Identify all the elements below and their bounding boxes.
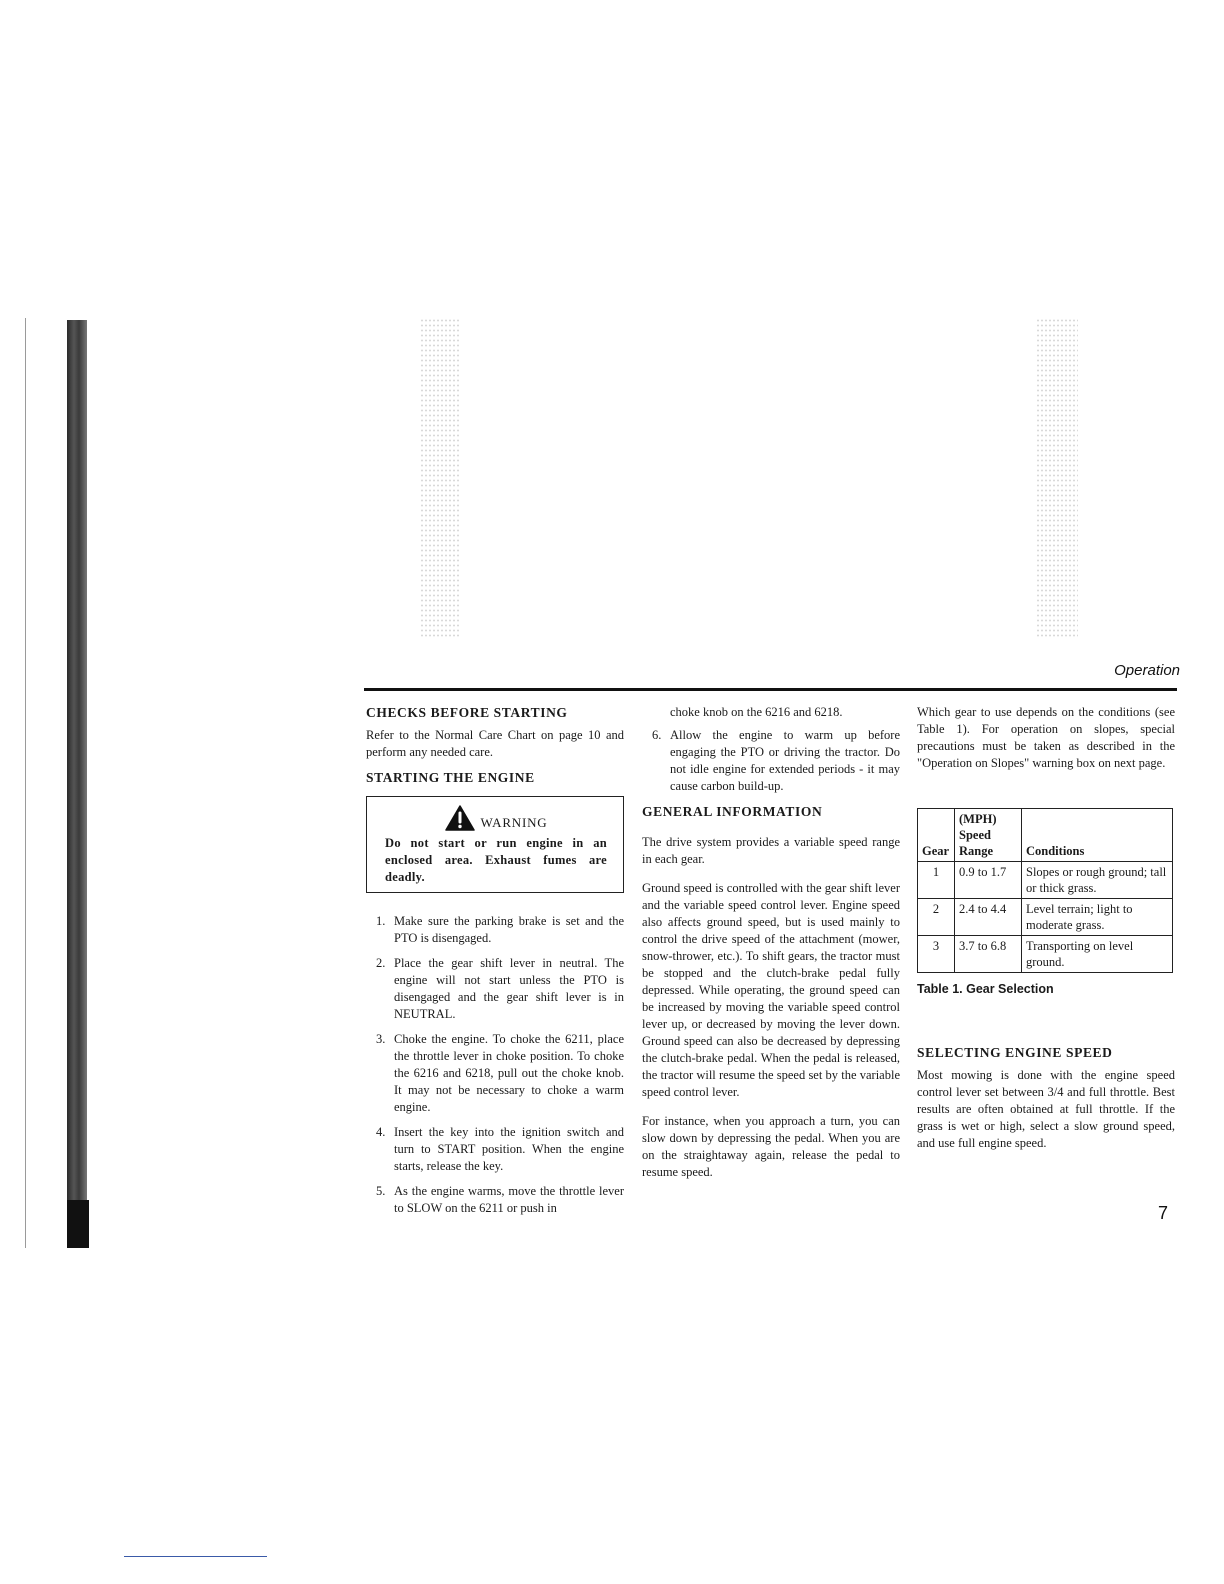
- starting-steps-continued: [642, 727, 900, 795]
- list-item: 5. As the engine warms, move the throttle lever to SLOW on the 6211 or push in: [376, 1184, 624, 1215]
- list-item: 2. Place the gear shift lever in neutral. The engine will not start unless the PTO is disengaged and the gear shift lever is in NEUTRAL.: [376, 956, 624, 1021]
- header-conditions: Conditions: [1022, 809, 1173, 862]
- warning-box: [366, 796, 624, 893]
- scan-speckle-left: [420, 318, 460, 638]
- page-number: 7: [1158, 1203, 1169, 1223]
- list-item: 6. Allow the engine to warm up before engaging the PTO or driving the tractor. Do not idle engine for extended periods - it may cause carbon build-up.: [652, 728, 900, 793]
- table-row: 1 0.9 to 1.7 Slopes or rough ground; tall or thick grass.: [918, 862, 1173, 899]
- gear-intro-text: Which gear to use depends on the conditions (see Table 1). For operation on slopes, special precautions must be taken as described in the "Operation on Slopes" warning box on next page.: [917, 705, 1175, 770]
- gear-selection-table: [917, 808, 1173, 973]
- starting-steps: [366, 913, 624, 1217]
- table-header-row: [918, 809, 1173, 862]
- warning-triangle-icon: [445, 805, 475, 831]
- binding-edge-line: [25, 318, 26, 1248]
- section-header: Operation: [1114, 662, 1180, 679]
- column-1: [366, 704, 624, 1225]
- table-row: 2 2.4 to 4.4 Level terrain; light to moderate grass.: [918, 899, 1173, 936]
- warning-label: WARNING: [480, 814, 548, 830]
- selecting-heading: SELECTING ENGINE SPEED: [917, 1045, 1113, 1060]
- list-item: 3. Choke the engine. To choke the 6211, place the throttle lever in choke position. To choke the 6216 and 6218, pull out the choke knob. It may not be necessary to choke a warm engine.: [376, 1032, 624, 1114]
- selecting-text: Most mowing is done with the engine speed control lever set between 3/4 and full throttle. Best results are often obtained at full throttle. If the grass is wet or high, select a slow ground speed, and use full engine speed.: [917, 1068, 1175, 1150]
- header-rule: [364, 688, 1177, 691]
- list-item: 1. Make sure the parking brake is set and the PTO is disengaged.: [376, 914, 624, 945]
- starting-heading: STARTING THE ENGINE: [366, 770, 535, 785]
- binding-shadow-strip: [67, 320, 87, 1248]
- scan-speckle-right: [1036, 318, 1078, 638]
- warning-title: [385, 805, 607, 831]
- table-caption: Table 1. Gear Selection: [917, 982, 1054, 996]
- general-paragraph-1: The drive system provides a variable speed range in each gear.: [642, 835, 900, 866]
- checks-heading: CHECKS BEFORE STARTING: [366, 705, 568, 720]
- warning-text: Do not start or run engine in an enclosed area. Exhaust fumes are deadly.: [385, 836, 607, 884]
- general-heading: GENERAL INFORMATION: [642, 804, 823, 819]
- continuation-text: choke knob on the 6216 and 6218.: [670, 705, 843, 719]
- header-gear: Gear: [918, 809, 955, 862]
- general-paragraph-3: For instance, when you approach a turn, you can slow down by depressing the pedal. When you are on the straightaway again, release the pedal to resume speed.: [642, 1114, 900, 1179]
- general-paragraph-2: Ground speed is controlled with the gear shift lever and the variable speed control lever. Engine speed also affects ground speed, but is used mainly to control the drive speed of the attachment (mower, snow-thrower, etc.). To shift gears, the tractor must be stopped and the clutch-brake pedal fully depressed. While operating, the ground speed can be increased by moving the variable speed control lever up, or decreased by moving the lever down. Ground speed can also be decreased by depressing the clutch-brake pedal. When the pedal is released, the tractor will resume the speed set by the variable speed control lever.: [642, 881, 900, 1099]
- column-3: [917, 704, 1175, 1158]
- checks-text: Refer to the Normal Care Chart on page 10 and perform any needed care.: [366, 728, 624, 759]
- column-2: [642, 704, 900, 1187]
- binding-shadow-corner: [67, 1200, 89, 1248]
- footer-rule: [124, 1556, 267, 1557]
- header-speed-range: (MPH) Speed Range: [955, 809, 1022, 862]
- table-row: 3 3.7 to 6.8 Transporting on level ground.: [918, 936, 1173, 973]
- list-item: 4. Insert the key into the ignition switch and turn to START position. When the engine starts, release the key.: [376, 1125, 624, 1173]
